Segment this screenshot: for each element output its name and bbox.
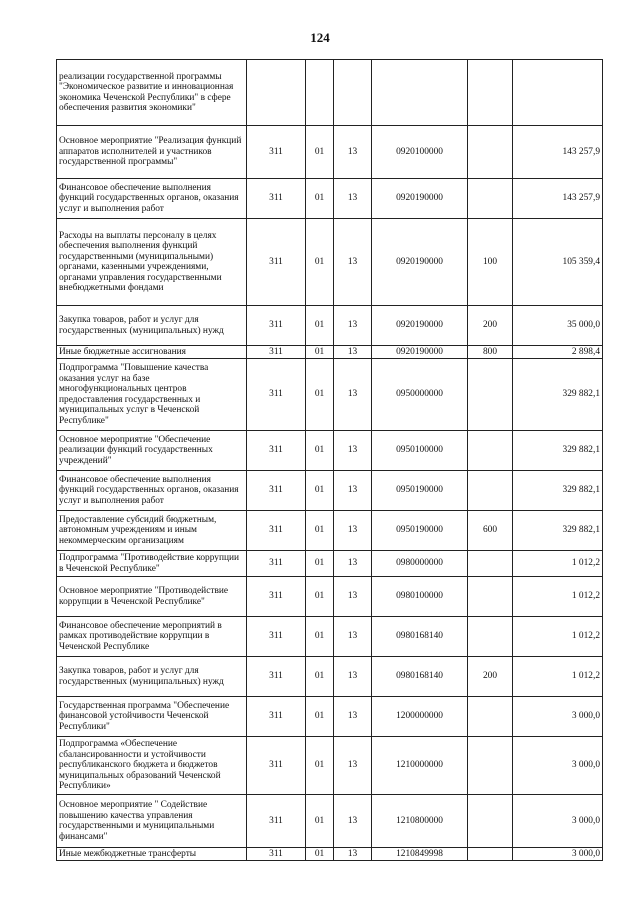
row-subsection: 13 (334, 346, 372, 359)
row-target-article: 0950190000 (372, 511, 468, 551)
row-target-article: 1210000000 (372, 737, 468, 795)
row-amount: 329 882,1 (513, 471, 603, 511)
row-admin-code: 311 (247, 657, 306, 697)
row-target-article: 1210800000 (372, 795, 468, 848)
row-section: 01 (306, 306, 334, 346)
row-admin-code: 311 (247, 848, 306, 861)
table-row (57, 848, 603, 861)
row-admin-code: 311 (247, 617, 306, 657)
row-expense-type: 200 (468, 306, 513, 346)
row-admin-code: 311 (247, 471, 306, 511)
row-section: 01 (306, 617, 334, 657)
row-target-article: 0920190000 (372, 179, 468, 219)
row-section: 01 (306, 346, 334, 359)
row-name: Иные межбюджетные трансферты (57, 848, 247, 861)
row-admin-code: 311 (247, 359, 306, 431)
table-row (57, 306, 603, 346)
row-name: Расходы на выплаты персоналу в целях обеспечения выполнения функций государственными (муниципальными) органами, казенными учреждениями, органами управления государственными внебюджетными фондами (57, 219, 247, 306)
row-name: Основное мероприятие "Обеспечение реализации функций государственных учреждений" (57, 431, 247, 471)
row-section: 01 (306, 471, 334, 511)
row-amount: 329 882,1 (513, 511, 603, 551)
table-row (57, 471, 603, 511)
row-name: Государственная программа "Обеспечение финансовой устойчивости Чеченской Республики" (57, 697, 247, 737)
row-expense-type (468, 551, 513, 577)
row-amount: 3 000,0 (513, 795, 603, 848)
table-row (57, 431, 603, 471)
row-section: 01 (306, 511, 334, 551)
row-expense-type (468, 126, 513, 179)
row-subsection: 13 (334, 697, 372, 737)
row-admin-code: 311 (247, 577, 306, 617)
row-admin-code: 311 (247, 219, 306, 306)
row-expense-type (468, 795, 513, 848)
row-subsection (334, 60, 372, 126)
row-amount: 1 012,2 (513, 577, 603, 617)
table-row (57, 657, 603, 697)
row-subsection: 13 (334, 219, 372, 306)
table-row (57, 179, 603, 219)
row-section: 01 (306, 577, 334, 617)
table-row (57, 577, 603, 617)
row-section: 01 (306, 179, 334, 219)
row-name: Финансовое обеспечение выполнения функций государственных органов, оказания услуг и выполнения работ (57, 471, 247, 511)
row-section: 01 (306, 219, 334, 306)
row-name: Основное мероприятие " Содействие повышению качества управления государственными и муниципальными финансами" (57, 795, 247, 848)
row-admin-code: 311 (247, 737, 306, 795)
row-expense-type: 100 (468, 219, 513, 306)
row-subsection: 13 (334, 126, 372, 179)
row-amount: 143 257,9 (513, 126, 603, 179)
table-row (57, 126, 603, 179)
row-target-article: 0950190000 (372, 471, 468, 511)
table-body (57, 60, 603, 861)
row-section: 01 (306, 359, 334, 431)
row-amount (513, 60, 603, 126)
row-expense-type (468, 431, 513, 471)
budget-table (56, 59, 603, 861)
row-section: 01 (306, 431, 334, 471)
row-name: Финансовое обеспечение мероприятий в рамках противодействие коррупции в Чеченской Республике (57, 617, 247, 657)
row-admin-code: 311 (247, 697, 306, 737)
row-target-article: 0950100000 (372, 431, 468, 471)
row-expense-type (468, 179, 513, 219)
row-amount: 329 882,1 (513, 431, 603, 471)
row-name: Основное мероприятие "Противодействие коррупции в Чеченской Республике" (57, 577, 247, 617)
row-amount: 329 882,1 (513, 359, 603, 431)
row-target-article: 0980168140 (372, 657, 468, 697)
row-target-article: 0920190000 (372, 306, 468, 346)
row-admin-code: 311 (247, 346, 306, 359)
row-target-article: 1200000000 (372, 697, 468, 737)
row-expense-type: 800 (468, 346, 513, 359)
row-amount: 3 000,0 (513, 697, 603, 737)
row-subsection: 13 (334, 617, 372, 657)
row-name: Закупка товаров, работ и услуг для государственных (муниципальных) нужд (57, 306, 247, 346)
row-subsection: 13 (334, 179, 372, 219)
row-expense-type (468, 60, 513, 126)
row-target-article: 0950000000 (372, 359, 468, 431)
page-number: 124 (310, 30, 330, 45)
row-section: 01 (306, 848, 334, 861)
row-section: 01 (306, 551, 334, 577)
row-subsection: 13 (334, 511, 372, 551)
row-expense-type (468, 471, 513, 511)
row-subsection: 13 (334, 657, 372, 697)
row-target-article: 1210849998 (372, 848, 468, 861)
row-expense-type (468, 617, 513, 657)
row-subsection: 13 (334, 471, 372, 511)
row-subsection: 13 (334, 551, 372, 577)
row-target-article: 0920190000 (372, 219, 468, 306)
row-subsection: 13 (334, 737, 372, 795)
row-target-article: 0980100000 (372, 577, 468, 617)
table-row (57, 697, 603, 737)
table-row (57, 219, 603, 306)
row-name: Иные бюджетные ассигнования (57, 346, 247, 359)
row-expense-type (468, 577, 513, 617)
row-subsection: 13 (334, 431, 372, 471)
row-expense-type (468, 697, 513, 737)
row-expense-type (468, 359, 513, 431)
row-admin-code: 311 (247, 306, 306, 346)
row-name: Подпрограмма «Обеспечение сбалансированности и устойчивости республиканского бюджета и бюджетов муниципальных образований Чеченской Республики» (57, 737, 247, 795)
row-name: Основное мероприятие "Реализация функций аппаратов исполнителей и участников государственной программы" (57, 126, 247, 179)
row-subsection: 13 (334, 848, 372, 861)
table-row (57, 511, 603, 551)
row-name: Финансовое обеспечение выполнения функций государственных органов, оказания услуг и выполнения работ (57, 179, 247, 219)
row-section: 01 (306, 697, 334, 737)
row-target-article: 0920190000 (372, 346, 468, 359)
row-section: 01 (306, 737, 334, 795)
table-row (57, 551, 603, 577)
row-name: Закупка товаров, работ и услуг для государственных (муниципальных) нужд (57, 657, 247, 697)
row-expense-type (468, 737, 513, 795)
row-subsection: 13 (334, 577, 372, 617)
row-amount: 2 898,4 (513, 346, 603, 359)
row-amount: 105 359,4 (513, 219, 603, 306)
row-expense-type: 600 (468, 511, 513, 551)
row-subsection: 13 (334, 359, 372, 431)
row-amount: 143 257,9 (513, 179, 603, 219)
row-admin-code: 311 (247, 551, 306, 577)
row-expense-type: 200 (468, 657, 513, 697)
table-row (57, 359, 603, 431)
table-row (57, 346, 603, 359)
row-section (306, 60, 334, 126)
row-target-article: 0920100000 (372, 126, 468, 179)
row-name: Подпрограмма "Повышение качества оказания услуг на базе многофункциональных центров предоставления государственных и муниципальных услуг в Чеченской Республике" (57, 359, 247, 431)
table-row (57, 60, 603, 126)
row-target-article: 0980000000 (372, 551, 468, 577)
row-name: Подпрограмма "Противодействие коррупции в Чеченской Республике" (57, 551, 247, 577)
row-admin-code: 311 (247, 795, 306, 848)
table-row (57, 795, 603, 848)
row-target-article: 0980168140 (372, 617, 468, 657)
row-amount: 1 012,2 (513, 551, 603, 577)
row-section: 01 (306, 126, 334, 179)
row-amount: 1 012,2 (513, 617, 603, 657)
row-expense-type (468, 848, 513, 861)
row-section: 01 (306, 795, 334, 848)
row-amount: 1 012,2 (513, 657, 603, 697)
row-admin-code: 311 (247, 431, 306, 471)
row-admin-code: 311 (247, 179, 306, 219)
row-amount: 3 000,0 (513, 737, 603, 795)
row-section: 01 (306, 657, 334, 697)
row-amount: 3 000,0 (513, 848, 603, 861)
table-row (57, 617, 603, 657)
row-amount: 35 000,0 (513, 306, 603, 346)
row-admin-code: 311 (247, 511, 306, 551)
table-row (57, 737, 603, 795)
row-name: реализации государственной программы "Экономическое развитие и инновационная экономика Чеченской Республики" в сфере обеспечения развития экономики" (57, 60, 247, 126)
row-subsection: 13 (334, 795, 372, 848)
row-name: Предоставление субсидий бюджетным, автономным учреждениям и иным некоммерческим организациям (57, 511, 247, 551)
row-subsection: 13 (334, 306, 372, 346)
row-target-article (372, 60, 468, 126)
row-admin-code: 311 (247, 126, 306, 179)
row-admin-code (247, 60, 306, 126)
